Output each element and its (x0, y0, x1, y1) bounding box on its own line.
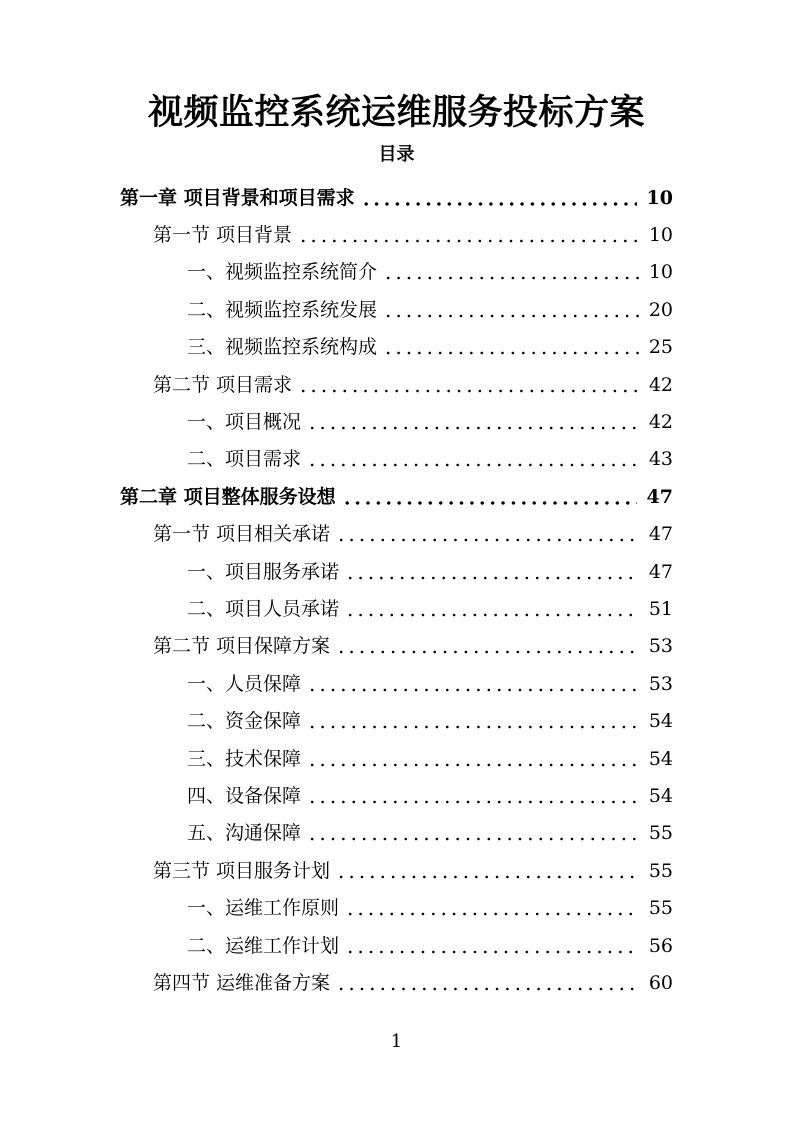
toc-item-row (0, 291, 793, 328)
toc-page-number: 42 (648, 373, 673, 396)
toc-dot-leader (336, 859, 639, 883)
toc-item-label: 一、视频监控系统简介 (187, 261, 378, 284)
toc-item-label: 三、技术保障 (187, 747, 302, 770)
toc-dot-leader (383, 298, 639, 322)
toc-section-row (0, 516, 793, 553)
toc-section-row (0, 366, 793, 403)
toc-dot-leader (345, 896, 639, 920)
toc-dot-leader (383, 335, 639, 359)
toc-chapter-label: 第一章 项目背景和项目需求 (120, 186, 355, 209)
toc-item-row (0, 777, 793, 814)
toc-item-row (0, 254, 793, 291)
toc-item-row (0, 590, 793, 627)
toc-dot-leader (336, 634, 639, 658)
toc-page-number: 55 (648, 897, 673, 920)
toc-section-row (0, 628, 793, 665)
toc-page-number: 55 (648, 822, 673, 845)
toc-page-number: 54 (648, 784, 673, 807)
toc-page-number: 43 (648, 448, 673, 471)
toc-heading: 目录 (378, 144, 415, 165)
toc-dot-leader (307, 447, 639, 471)
toc-item-row (0, 553, 793, 590)
toc-item-row (0, 403, 793, 440)
toc-item-label: 二、项目人员承诺 (187, 597, 340, 620)
toc-dot-leader (307, 747, 639, 771)
toc-page-number: 53 (648, 672, 673, 695)
toc-dot-leader (336, 522, 639, 546)
toc-item-row (0, 927, 793, 964)
toc-item-label: 三、视频监控系统构成 (187, 336, 378, 359)
toc-page-number: 47 (646, 485, 673, 508)
toc-dot-leader (307, 709, 639, 733)
toc-dot-leader (342, 485, 637, 509)
toc-dot-leader (307, 784, 639, 808)
toc-item-label: 一、运维工作原则 (187, 897, 340, 920)
toc-item-row (0, 329, 793, 366)
toc-chapter-row (0, 179, 793, 216)
toc-item-row (0, 441, 793, 478)
toc-dot-leader (298, 373, 639, 397)
toc-item-label: 二、资金保障 (187, 710, 302, 733)
toc-page-number: 56 (648, 934, 673, 957)
toc-dot-leader (336, 971, 639, 995)
page-number: 1 (390, 1031, 403, 1052)
toc-item-label: 四、设备保障 (187, 784, 302, 807)
toc-section-label: 第二节 项目保障方案 (153, 635, 331, 658)
toc-dot-leader (345, 597, 639, 621)
toc-page-number: 53 (648, 635, 673, 658)
toc-page-number: 60 (648, 971, 673, 994)
toc-dot-leader (345, 934, 639, 958)
toc-item-label: 一、项目服务承诺 (187, 560, 340, 583)
toc-page-number: 47 (648, 523, 673, 546)
toc-item-label: 二、视频监控系统发展 (187, 298, 378, 321)
toc-chapter-row (0, 478, 793, 515)
toc-item-label: 五、沟通保障 (187, 822, 302, 845)
toc-page-number: 10 (648, 224, 673, 247)
toc-item-row (0, 815, 793, 852)
toc-section-label: 第四节 运维准备方案 (153, 971, 331, 994)
toc-page-number: 51 (648, 597, 673, 620)
toc-item-label: 二、运维工作计划 (187, 934, 340, 957)
toc-section-label: 第二节 项目需求 (153, 373, 293, 396)
toc-item-row (0, 740, 793, 777)
toc-item-label: 一、人员保障 (187, 672, 302, 695)
toc-page-number: 47 (648, 560, 673, 583)
toc-dot-leader (345, 560, 639, 584)
toc-dot-leader (298, 223, 639, 247)
toc-page-number: 20 (648, 298, 673, 321)
toc-page-number: 10 (648, 261, 673, 284)
document-title: 视频监控系统运维服务投标方案 (147, 92, 645, 133)
toc-dot-leader (383, 260, 639, 284)
toc-item-row (0, 889, 793, 926)
toc-page-number: 54 (648, 747, 673, 770)
toc-item-label: 二、项目需求 (187, 448, 302, 471)
toc-page-number: 10 (646, 186, 673, 209)
toc-item-row (0, 702, 793, 739)
toc-page-number: 42 (648, 411, 673, 434)
toc-section-label: 第一节 项目相关承诺 (153, 523, 331, 546)
toc-section-row (0, 964, 793, 1001)
toc-dot-leader (307, 821, 639, 845)
toc-chapter-label: 第二章 项目整体服务设想 (120, 485, 336, 508)
toc-dot-leader (307, 672, 639, 696)
toc-page-number: 54 (648, 710, 673, 733)
toc-dot-leader (361, 186, 637, 210)
toc-section-row (0, 216, 793, 253)
toc-section-label: 第一节 项目背景 (153, 224, 293, 247)
table-of-contents (0, 179, 793, 1002)
toc-page-number: 55 (648, 859, 673, 882)
toc-item-label: 一、项目概况 (187, 411, 302, 434)
toc-section-row (0, 852, 793, 889)
toc-section-label: 第三节 项目服务计划 (153, 859, 331, 882)
toc-item-row (0, 665, 793, 702)
toc-page-number: 25 (648, 336, 673, 359)
toc-dot-leader (307, 410, 639, 434)
